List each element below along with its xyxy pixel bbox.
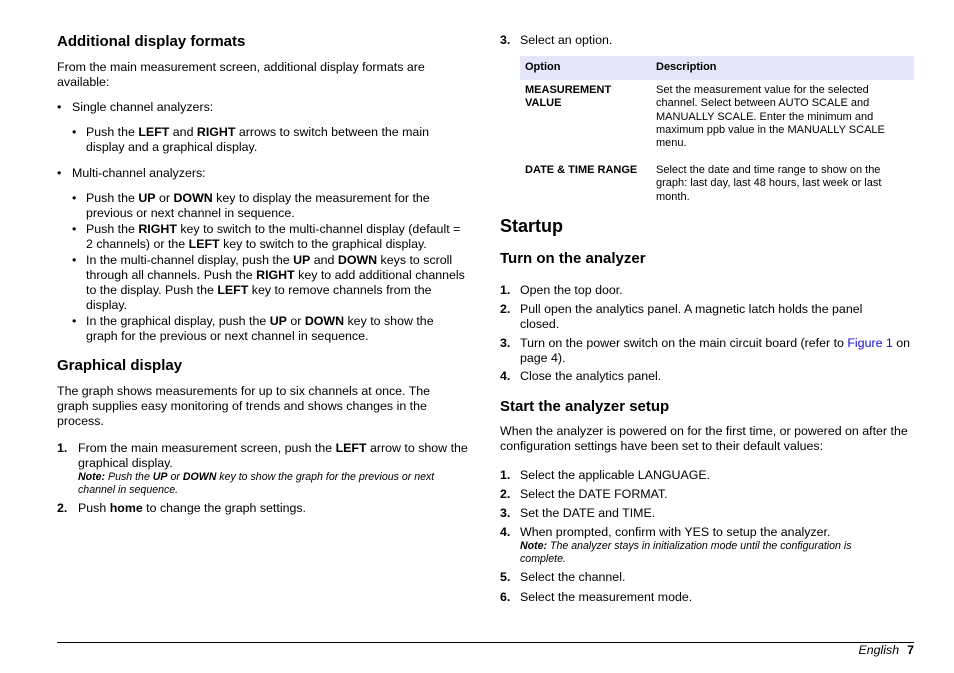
setup-step-2: 2. Select the DATE FORMAT. <box>500 487 668 501</box>
paragraph-additional-intro: From the main measurement screen, additional display formats are available: <box>57 60 425 89</box>
paragraph-graphical-intro: The graph shows measurements for up to six channels at once. The graph supplies easy monitoring of trends and shows changes in the process. <box>57 384 431 428</box>
footer-divider <box>57 642 914 643</box>
setup-step-4: 4. When prompted, confirm with YES to setup the analyzer. Note: The analyzer stays in initialization mode until the configuration is complete. <box>500 525 914 566</box>
paragraph-setup-intro: When the analyzer is powered on for the first time, or powered on after the configuration settings have been set to their default values: <box>500 424 908 453</box>
turn-on-step-2: 2. Pull open the analytics panel. A magnetic latch holds the panel closed. <box>500 302 863 331</box>
setup-step-5: 5. Select the channel. <box>500 570 626 584</box>
turn-on-step-1: 1. Open the top door. <box>500 283 623 297</box>
turn-on-step-3: 3. Turn on the power switch on the main circuit board (refer to Figure 1 on page 4). <box>500 336 911 365</box>
table-cell-description: Set the measurement value for the selected channel. Select between AUTO SCALE and MANUALLY SCALE. Enter the minimum and maximum ppb value in the MANUALLY SCALE menu. <box>656 84 885 149</box>
bullet-multi-item-2: • Push the RIGHT key to switch to the multi-channel display (default = 2 channels) or the LEFT key to switch to the graphical display. <box>72 222 461 251</box>
graph-step-1: 1. From the main measurement screen, push the LEFT arrow to show the graphical display. Note: Push the UP or DOWN key to show the graph for the previous or next channel in sequence. <box>57 441 468 496</box>
heading-turn-on-analyzer: Turn on the analyzer <box>500 250 646 267</box>
table-row <box>520 160 914 214</box>
bullet-multi-item-3: • In the multi-channel display, push the UP and DOWN keys to scroll through all channels. Push the RIGHT key to add additional channels to the display. Push the LEFT key to remove channels from the display. <box>72 253 465 312</box>
page-number: 7 <box>907 643 914 657</box>
bullet-multi-item-4: • In the graphical display, push the UP or DOWN key to show the graph for the previous or next channel in sequence. <box>72 314 434 343</box>
column-header-description: Description <box>651 56 914 80</box>
turn-on-step-4: 4. Close the analytics panel. <box>500 369 662 383</box>
setup-step-6: 6. Select the measurement mode. <box>500 590 693 604</box>
setup-step-1: 1. Select the applicable LANGUAGE. <box>500 468 711 482</box>
bullet-multi-channel: • Multi-channel analyzers: <box>57 166 206 180</box>
table-row <box>520 80 914 160</box>
footer-language: English <box>858 643 900 657</box>
graph-step-3: 3. Select an option. <box>500 33 613 47</box>
heading-additional-display-formats: Additional display formats <box>57 33 246 50</box>
heading-startup: Startup <box>500 216 563 236</box>
bullet-multi-item-1: • Push the UP or DOWN key to display the measurement for the previous or next channel in sequence. <box>72 191 430 220</box>
bullet-single-channel-item: • Push the LEFT and RIGHT arrows to switch between the main display and a graphical display. <box>72 125 429 154</box>
table-cell-description: Select the date and time range to show on the graph: last day, last 48 hours, last week or last month. <box>656 164 882 203</box>
heading-graphical-display: Graphical display <box>57 357 183 374</box>
setup-step-4-note: Note: The analyzer stays in initialization mode until the configuration is complete. <box>520 539 852 566</box>
column-header-option: Option <box>520 56 651 80</box>
graph-step-1-note: Note: Push the UP or DOWN key to show the graph for the previous or next channel in sequence. <box>78 470 435 496</box>
figure-1-link[interactable]: Figure 1 <box>847 336 893 350</box>
table-cell-option: DATE & TIME RANGE <box>525 164 638 177</box>
options-table-header-row <box>520 56 914 80</box>
heading-start-analyzer-setup: Start the analyzer setup <box>500 398 670 415</box>
table-cell-option: MEASUREMENT VALUE <box>525 84 612 110</box>
bullet-single-channel: • Single channel analyzers: <box>57 100 214 114</box>
page-footer <box>858 643 914 658</box>
setup-step-3: 3. Set the DATE and TIME. <box>500 506 656 520</box>
options-table <box>520 56 914 214</box>
graph-step-2: 2. Push home to change the graph settings. <box>57 501 306 515</box>
